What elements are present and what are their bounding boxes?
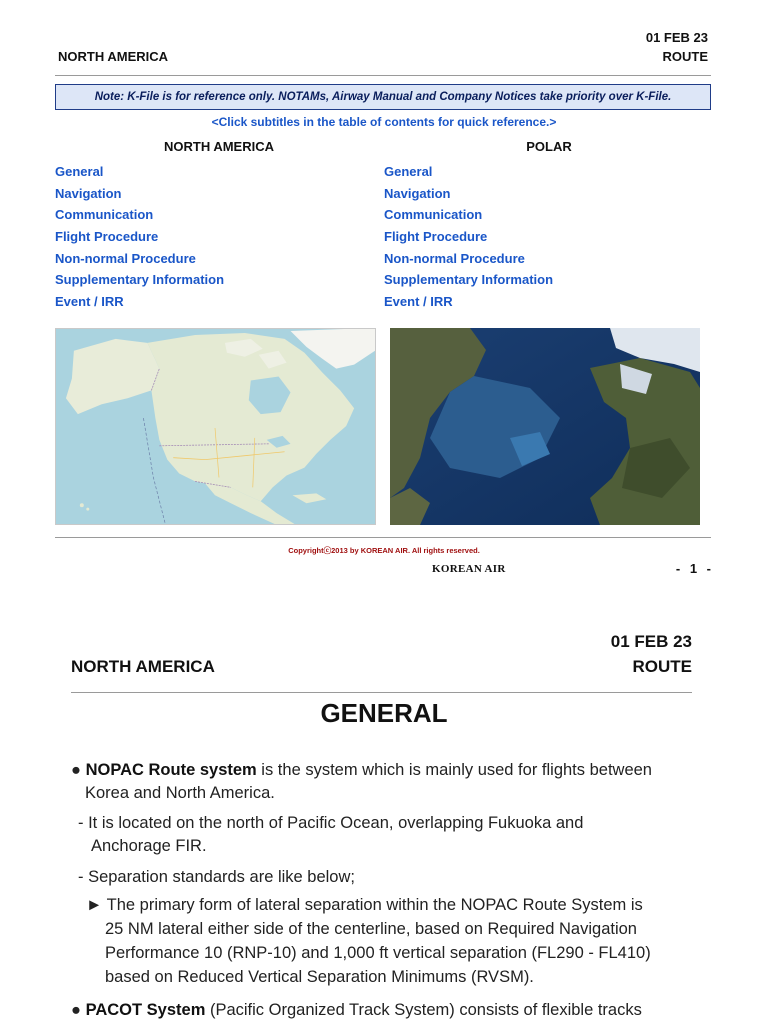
separation-intro: - Separation standards are like below; [78, 868, 355, 886]
lateral-separation-line1 [86, 894, 643, 918]
pacot-term: PACOT System [85, 1001, 206, 1019]
page-section: ROUTE [662, 49, 708, 64]
toc-link-polar-non-normal-procedure[interactable]: Non-normal Procedure [384, 250, 525, 266]
toc-link-na-navigation[interactable]: Navigation [55, 185, 122, 201]
toc-link-polar-supplementary-information[interactable]: Supplementary Information [384, 272, 554, 288]
location-line2: Anchorage FIR. [91, 837, 207, 855]
page-section: ROUTE [632, 657, 692, 676]
section-heading: GENERAL [320, 698, 448, 728]
toc-link-na-event-irr[interactable]: Event / IRR [55, 294, 124, 310]
korean-air-logo: KOREAN AIR [432, 563, 506, 575]
toc-link-polar-communication[interactable]: Communication [384, 207, 483, 223]
nopac-term: NOPAC Route system [85, 761, 257, 779]
nopac-line1-text: is the system which is mainly used for flights between [256, 761, 652, 779]
header-divider [71, 692, 692, 693]
toc-link-na-general[interactable]: General [55, 164, 104, 179]
toc-link-polar-event-irr[interactable]: Event / IRR [384, 294, 453, 310]
paragraph-pacot [71, 999, 642, 1023]
toc-heading-polar: POLAR [526, 139, 572, 154]
toc-link-na-supplementary-information[interactable]: Supplementary Information [55, 272, 225, 288]
toc-link-polar-general[interactable]: General [384, 164, 433, 179]
lateral-separation-text1: The primary form of lateral separation within the NOPAC Route System is [106, 896, 643, 914]
pacot-text: (Pacific Organized Track System) consists of flexible tracks [205, 1001, 642, 1019]
toc-link-polar-flight-procedure[interactable]: Flight Procedure [384, 229, 488, 245]
location-line1: - It is located on the north of Pacific Ocean, overlapping Fukuoka and [78, 814, 584, 832]
toc-polar [384, 161, 553, 313]
page-date: 01 FEB 23 [645, 30, 708, 45]
north-america-map [55, 328, 376, 525]
paragraph-nopac-line1 [71, 759, 652, 783]
reference-note: Note: K-File is for reference only. NOTAMs, Airway Manual and Company Notices take priority over K-File. [55, 84, 711, 110]
page-date: 01 FEB 23 [610, 632, 692, 651]
copyright-notice: Copyrightⓒ2013 by KOREAN AIR. All rights reserved. [288, 546, 480, 555]
bullet-icon: ● [71, 1001, 81, 1019]
arrow-bullet-icon: ► [86, 896, 103, 914]
lateral-separation-line3: Performance 10 (RNP-10) and 1,000 ft vertical separation (FL290 - FL410) [105, 944, 651, 962]
toc-link-na-communication[interactable]: Communication [55, 207, 154, 223]
bullet-icon: ● [71, 761, 81, 779]
lateral-separation-line4: based on Reduced Vertical Separation Minimums (RVSM). [105, 968, 534, 986]
page-number: - 1 - [675, 561, 714, 576]
paragraph-nopac-line2: Korea and North America. [85, 784, 275, 802]
toc-link-polar-navigation[interactable]: Navigation [384, 185, 451, 201]
toc-link-na-flight-procedure[interactable]: Flight Procedure [55, 229, 159, 245]
lateral-separation-line2: 25 NM lateral either side of the centerline, based on Required Navigation [105, 920, 637, 938]
polar-satellite-map [390, 328, 700, 525]
page-region: NORTH AMERICA [71, 657, 215, 676]
toc-north-america [55, 161, 224, 313]
toc-hint: <Click subtitles in the table of contents for quick reference.> [211, 115, 557, 129]
toc-link-na-non-normal-procedure[interactable]: Non-normal Procedure [55, 250, 196, 266]
footer-divider [55, 537, 711, 538]
toc-heading-north-america: NORTH AMERICA [163, 139, 274, 154]
header-divider [55, 75, 711, 76]
page-region: NORTH AMERICA [58, 49, 169, 64]
